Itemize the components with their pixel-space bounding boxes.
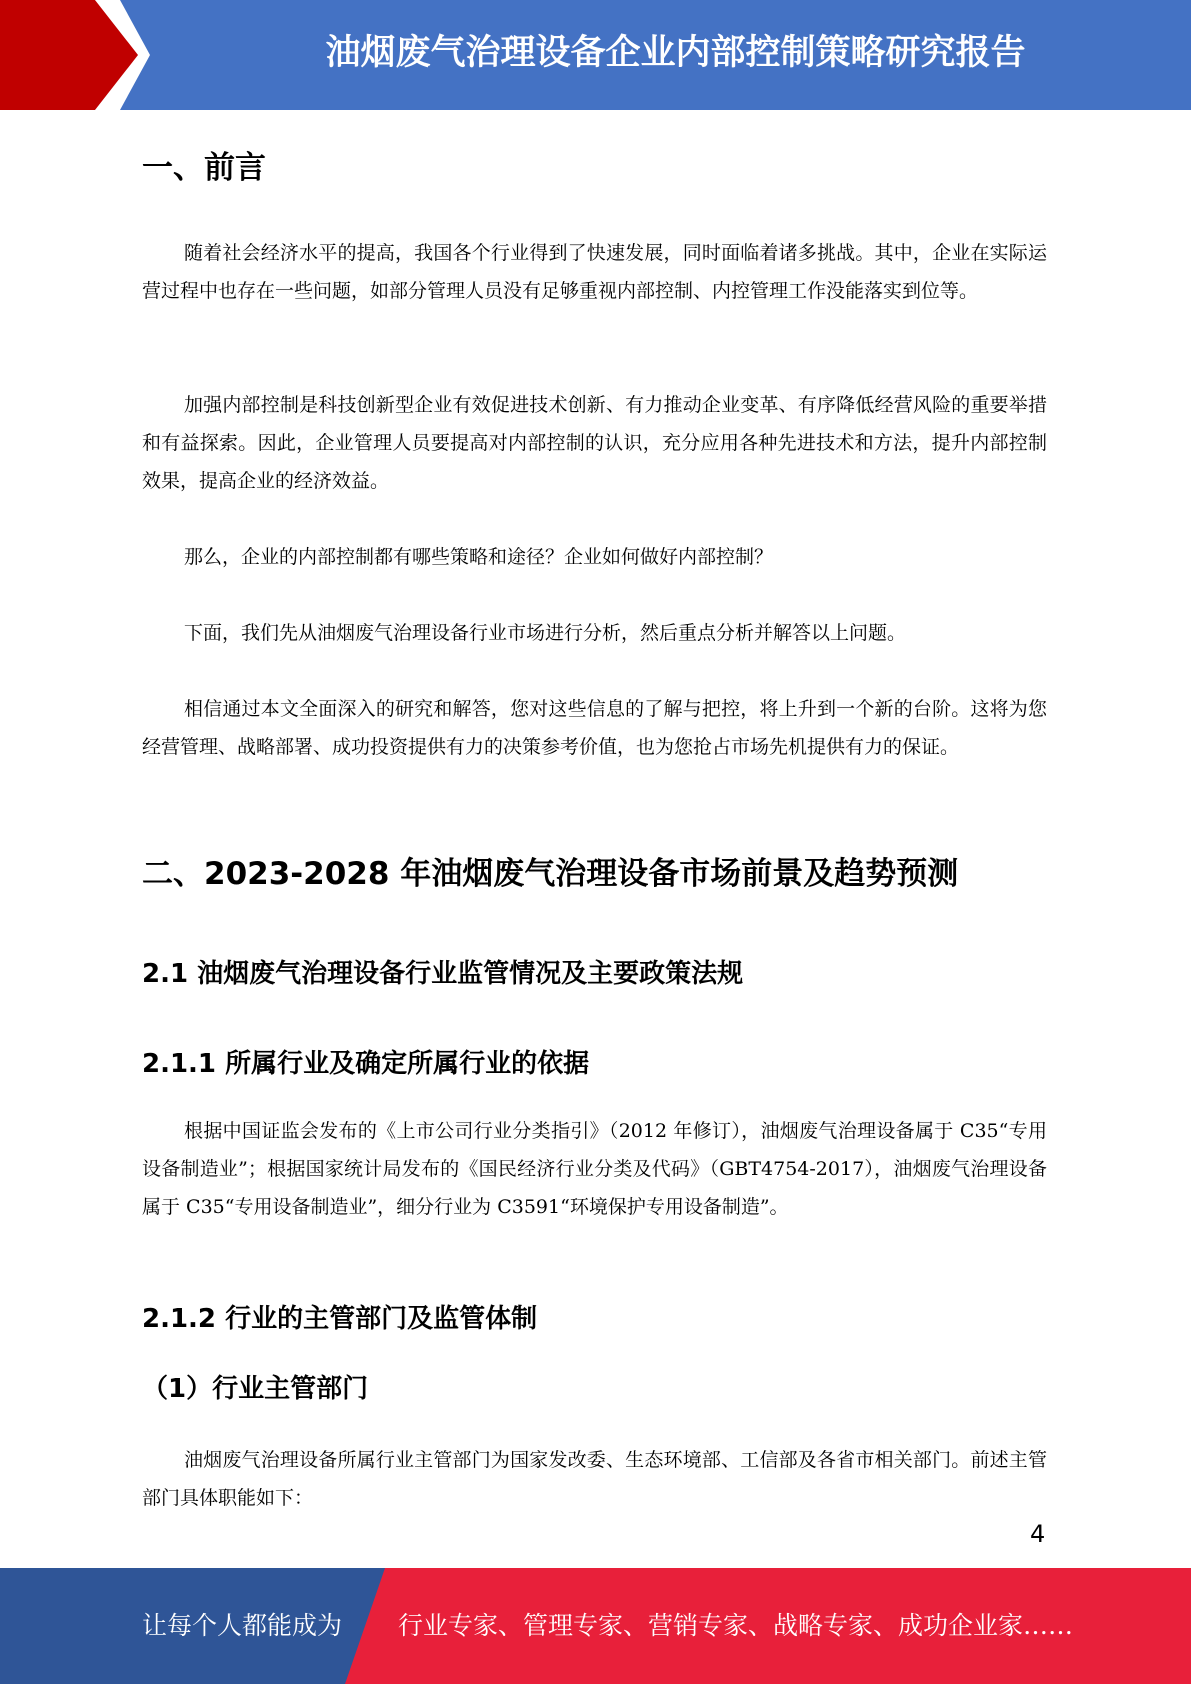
paragraph-industry-classification: 根据中国证监会发布的《上市公司行业分类指引》（2012 年修订），油烟废气治理设备属于 C35“专用设备制造业”；根据国家统计局发布的《国民经济行业分类及代码》（GBT4754-2017），油烟废气治理设备属于 C35“专用设备制造业”，细分行业为 C3591“环境保护专用设备制造”。 xyxy=(142,1120,1047,1218)
footer-slogan-right: 行业专家、管理专家、营销专家、战略专家、成功企业家…… xyxy=(398,1611,1074,1640)
subsection-heading-2-1: 2.1 油烟废气治理设备行业监管情况及主要政策法规 xyxy=(142,959,744,989)
item-heading-authority: （1）行业主管部门 xyxy=(142,1374,369,1404)
page-number: 4 xyxy=(1030,1520,1046,1548)
subsection-heading-2-1-2: 2.1.2 行业的主管部门及监管体制 xyxy=(142,1304,538,1334)
report-title: 油烟废气治理设备企业内部控制策略研究报告 xyxy=(325,33,1026,73)
section-heading-forecast: 二、2023-2028 年油烟废气治理设备市场前景及趋势预测 xyxy=(142,856,959,892)
footer-slogan-left: 让每个人都能成为 xyxy=(142,1611,343,1640)
header-banner xyxy=(0,0,1191,110)
section-heading-preface: 一、前言 xyxy=(142,150,266,186)
preface-paragraph-3: 那么，企业的内部控制都有哪些策略和途径？企业如何做好内部控制？ xyxy=(184,546,774,568)
preface-paragraph-5: 相信通过本文全面深入的研究和解答，您对这些信息的了解与把控，将上升到一个新的台阶。这将为您经营管理、战略部署、成功投资提供有力的决策参考价值，也为您抢占市场先机提供有力的保证。 xyxy=(142,698,1047,758)
preface-paragraph-2: 加强内部控制是科技创新型企业有效促进技术创新、有力推动企业变革、有序降低经营风险的重要举措和有益探索。因此，企业管理人员要提高对内部控制的认识，充分应用各种先进技术和方法，提升内部控制效果，提高企业的经济效益。 xyxy=(142,394,1047,492)
preface-paragraph-4: 下面，我们先从油烟废气治理设备行业市场进行分析，然后重点分析并解答以上问题。 xyxy=(184,622,907,644)
preface-paragraph-1: 随着社会经济水平的提高，我国各个行业得到了快速发展，同时面临着诸多挑战。其中，企业在实际运营过程中也存在一些问题，如部分管理人员没有足够重视内部控制、内控管理工作没能落实到位等。 xyxy=(142,242,1047,302)
paragraph-authority: 油烟废气治理设备所属行业主管部门为国家发改委、生态环境部、工信部及各省市相关部门。前述主管部门具体职能如下： xyxy=(142,1449,1047,1509)
footer-banner xyxy=(0,1568,1191,1684)
subsection-heading-2-1-1: 2.1.1 所属行业及确定所属行业的依据 xyxy=(142,1049,590,1079)
